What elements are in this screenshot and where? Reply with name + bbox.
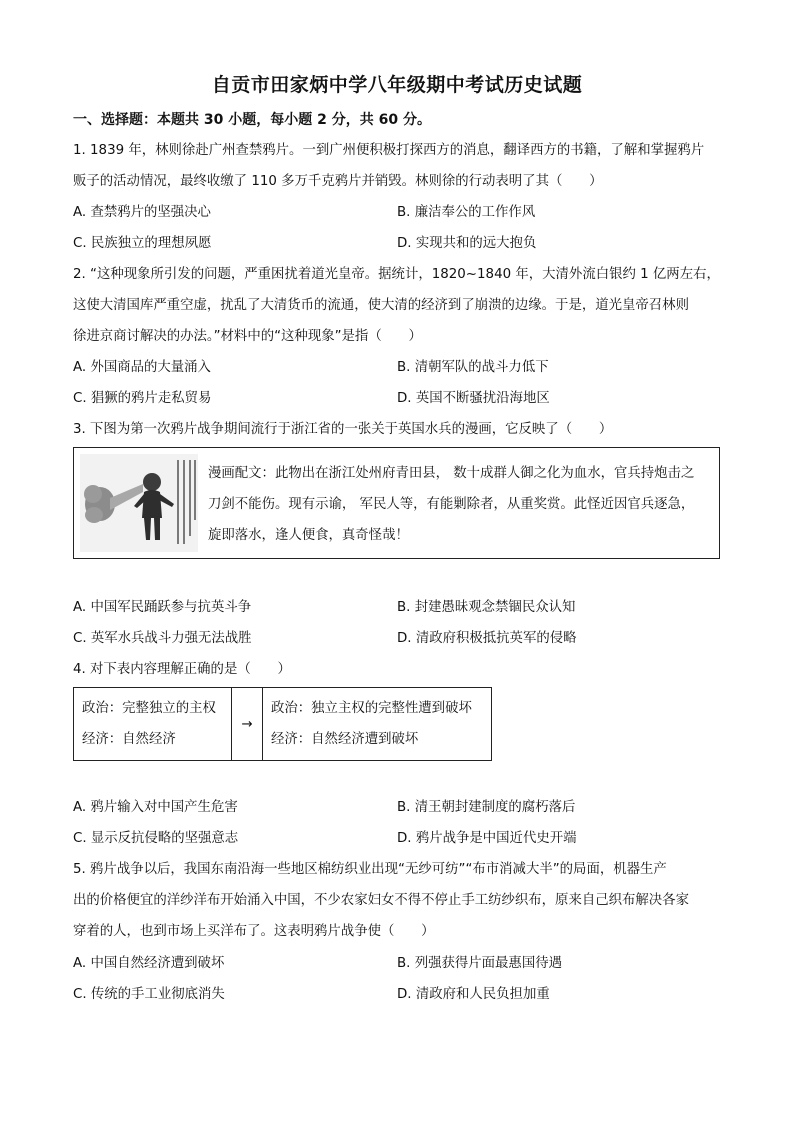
q4-option-d: D. 鸦片战争是中国近代史开端 — [397, 831, 577, 846]
british-sailor-cartoon-icon — [80, 454, 198, 552]
caption-line-2: 刀剑不能伤。现有示谕， 军民人等，有能剿除者，从重奖赏。此怪近因官兵逐急， — [208, 497, 695, 512]
table-arrow-cell — [232, 688, 263, 761]
q2-option-b: B. 清朝军队的战斗力低下 — [397, 360, 549, 375]
table-before-economy: 经济：自然经济 — [82, 732, 176, 747]
q1-option-b: B. 廉洁奉公的工作作风 — [397, 205, 536, 220]
q4-option-a: A. 鸦片输入对中国产生危害 — [73, 800, 238, 815]
q5-option-c: C. 传统的手工业彻底消失 — [73, 987, 225, 1002]
q3-cartoon-box — [73, 447, 720, 559]
q2-stem-line-1: 2. “这种现象所引发的问题，严重困扰着道光皇帝。据统计，1820~1840 年，大清外流白银约 1 亿两左右， — [73, 267, 720, 282]
q1-option-c: C. 民族独立的理想夙愿 — [73, 236, 212, 251]
q4-stem-line-1: 4. 对下表内容理解正确的是（ ） — [73, 662, 291, 677]
q5-option-d: D. 清政府和人民负担加重 — [397, 987, 550, 1002]
table-cell-before — [74, 688, 232, 761]
q3-option-b: B. 封建愚昧观念禁锢民众认知 — [397, 600, 576, 615]
arrow-right-icon: → — [241, 716, 253, 732]
q4-option-b: B. 清王朝封建制度的腐朽落后 — [397, 800, 576, 815]
q1-option-a: A. 查禁鸦片的坚强决心 — [73, 205, 211, 220]
table-after-economy: 经济：自然经济遭到破坏 — [271, 732, 419, 747]
caption-line-3: 旋即落水，逢人便食，真奇怪哉！ — [208, 528, 409, 543]
table-cell-after — [263, 688, 492, 761]
q5-stem-line-1: 5. 鸦片战争以后，我国东南沿海一些地区棉纺织业出现“无纱可纺”“布市消减大半”的局面，机器生产 — [73, 862, 667, 877]
q3-option-a: A. 中国军民踊跃参与抗英斗争 — [73, 600, 252, 615]
q2-option-d: D. 英国不断骚扰沿海地区 — [397, 391, 550, 406]
q4-table — [73, 687, 492, 761]
section-heading: 一、选择题：本题共 30 小题，每小题 2 分，共 60 分。 — [73, 112, 431, 128]
q4-option-c: C. 显示反抗侵略的坚强意志 — [73, 831, 239, 846]
q3-stem-line-1: 3. 下图为第一次鸦片战争期间流行于浙江省的一张关于英国水兵的漫画，它反映了（ ） — [73, 422, 613, 437]
q5-stem-line-2: 出的价格便宜的洋纱洋布开始涌入中国，不少农家妇女不得不停止手工纺纱织布，原来自己织布解决各家 — [73, 893, 689, 908]
q1-stem-line-2: 贩子的活动情况，最终收缴了 110 多万千克鸦片并销毁。林则徐的行动表明了其（ ） — [73, 174, 603, 189]
q2-option-a: A. 外国商品的大量涌入 — [73, 360, 211, 375]
q2-stem-line-3: 徐进京商讨解决的办法。”材料中的“这种现象”是指（ ） — [73, 329, 422, 344]
q1-option-d: D. 实现共和的远大抱负 — [397, 236, 537, 251]
q3-option-d: D. 清政府积极抵抗英军的侵略 — [397, 631, 577, 646]
q5-option-b: B. 列强获得片面最惠国待遇 — [397, 956, 562, 971]
q2-stem-line-2: 这使大清国库严重空虚，扰乱了大清货币的流通，使大清的经济到了崩溃的边缘。于是，道光皇帝召林则 — [73, 298, 689, 313]
q2-option-c: C. 猖獗的鸦片走私贸易 — [73, 391, 212, 406]
exam-title: 自贡市田家炳中学八年级期中考试历史试题 — [211, 74, 583, 96]
q5-stem-line-3: 穿着的人，也到市场上买洋布了。这表明鸦片战争使（ ） — [73, 924, 435, 939]
q5-option-a: A. 中国自然经济遭到破坏 — [73, 956, 225, 971]
cartoon-image — [80, 454, 198, 552]
caption-line-1: 漫画配文：此物出在浙江处州府青田县， 数十成群人御之化为血水，官兵持炮击之 — [208, 466, 695, 481]
table-after-politics: 政治：独立主权的完整性遭到破坏 — [271, 701, 472, 716]
q3-option-c: C. 英军水兵战斗力强无法战胜 — [73, 631, 252, 646]
q1-stem-line-1: 1. 1839 年，林则徐赴广州查禁鸦片。一到广州便积极打探西方的消息，翻译西方的书籍，了解和掌握鸦片 — [73, 143, 705, 158]
table-before-politics: 政治：完整独立的主权 — [82, 701, 216, 716]
